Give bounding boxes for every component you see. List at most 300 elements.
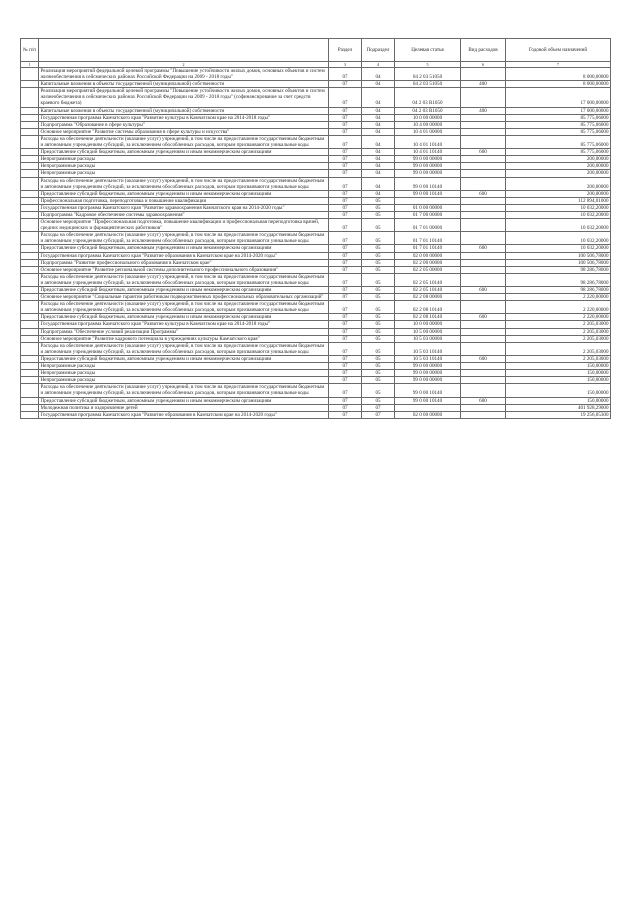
row-amount: 150,00000: [506, 363, 611, 370]
row-number: [21, 287, 39, 294]
row-expense-type: [461, 163, 506, 170]
row-name: Капитальные вложения в объекты государственной (муниципальной) собственности: [39, 107, 329, 114]
table-row: [21, 301, 611, 314]
row-razdel: 07: [329, 328, 362, 335]
row-amount: 8 000,00000: [506, 81, 611, 88]
row-number: [21, 149, 39, 156]
row-amount: 10 032,20000: [506, 245, 611, 252]
row-expense-type: [461, 294, 506, 301]
row-razdel: 07: [329, 355, 362, 362]
row-razdel: 07: [329, 252, 362, 259]
table-row: [21, 287, 611, 294]
table-row: [21, 88, 611, 107]
row-name: Непрограммные расходы: [39, 163, 329, 170]
table-row: [21, 121, 611, 128]
table-row: [21, 149, 611, 156]
row-podrazdel: 05: [362, 342, 395, 355]
row-name: Расходы на обеспечение деятельности (оказание услуг) учреждений, в том числе на предоставление государственным бюджетным и автономным учреждениям субсидий, за исключением обособленных расходов, которым присваиваются уникальные коды: [39, 384, 329, 397]
row-number: [21, 273, 39, 286]
row-razdel: 07: [329, 273, 362, 286]
row-podrazdel: 04: [362, 114, 395, 121]
row-razdel: 07: [329, 384, 362, 397]
table-row: [21, 252, 611, 259]
table-row: [21, 232, 611, 245]
row-podrazdel: 04: [362, 68, 395, 81]
row-razdel: 07: [329, 335, 362, 342]
table-row: [21, 335, 611, 342]
row-expense-type: [461, 121, 506, 128]
table-row: [21, 363, 611, 370]
row-podrazdel: 04: [362, 81, 395, 88]
row-razdel: 07: [329, 314, 362, 321]
row-target-code: [395, 197, 461, 204]
row-number: [21, 170, 39, 177]
row-razdel: 07: [329, 114, 362, 121]
row-expense-type: [461, 219, 506, 232]
row-expense-type: 600: [461, 355, 506, 362]
table-row: [21, 342, 611, 355]
row-razdel: 07: [329, 149, 362, 156]
row-razdel: 07: [329, 68, 362, 81]
table-row: [21, 259, 611, 266]
row-name: Непрограммные расходы: [39, 363, 329, 370]
row-expense-type: [461, 321, 506, 328]
table-body: [21, 68, 611, 419]
column-number: 2: [39, 62, 329, 68]
row-amount: 2 205,03000: [506, 321, 611, 328]
row-amount: 2 205,03000: [506, 328, 611, 335]
row-target-code: 02 0 00 00000: [395, 411, 461, 418]
table-row: [21, 190, 611, 197]
row-razdel: 07: [329, 411, 362, 418]
row-razdel: 07: [329, 121, 362, 128]
row-expense-type: 400: [461, 107, 506, 114]
row-target-code: 99 0 00 10140: [395, 397, 461, 404]
row-expense-type: [461, 88, 506, 107]
table-header-row: [21, 39, 611, 62]
row-amount: 2 205,03000: [506, 335, 611, 342]
budget-table: [20, 38, 611, 419]
row-razdel: 07: [329, 287, 362, 294]
table-row: [21, 294, 611, 301]
column-number: 5: [395, 62, 461, 68]
row-number: [21, 335, 39, 342]
row-target-code: 10 5 03 00000: [395, 335, 461, 342]
row-name: Расходы на обеспечение деятельности (оказание услуг) учреждений, в том числе на предоставление государственным бюджетным и автономным учреждениям субсидий, за исключением обособленных расходов, которым присваиваются уникальные коды: [39, 232, 329, 245]
row-number: [21, 294, 39, 301]
row-number: [21, 266, 39, 273]
row-expense-type: [461, 328, 506, 335]
row-name: Непрограммные расходы: [39, 370, 329, 377]
table-row: [21, 370, 611, 377]
row-amount: 401 928,29000: [506, 404, 611, 411]
row-name: Подпрограмма "Обеспечение условий реализации Программы": [39, 328, 329, 335]
row-podrazdel: 07: [362, 411, 395, 418]
row-amount: 2 220,00000: [506, 294, 611, 301]
row-target-code: 04 2 03 R1050: [395, 88, 461, 107]
row-target-code: 10 5 00 00000: [395, 328, 461, 335]
row-target-code: 10 0 00 00000: [395, 321, 461, 328]
row-amount: 10 032,20000: [506, 204, 611, 211]
row-expense-type: [461, 197, 506, 204]
row-target-code: 02 2 08 10140: [395, 314, 461, 321]
row-podrazdel: 05: [362, 370, 395, 377]
row-name: Предоставление субсидий бюджетным, автономным учреждениям и иным некоммерческим организациям: [39, 245, 329, 252]
row-expense-type: [461, 204, 506, 211]
row-amount: 85 775,06000: [506, 149, 611, 156]
row-target-code: 02 2 05 00000: [395, 266, 461, 273]
row-podrazdel: 05: [362, 294, 395, 301]
row-number: [21, 314, 39, 321]
row-podrazdel: 04: [362, 163, 395, 170]
row-name: Подпрограмма "Развитие профессионального образования в Камчатском крае": [39, 259, 329, 266]
row-target-code: 10 4 00 00000: [395, 121, 461, 128]
row-number: [21, 81, 39, 88]
table-row: [21, 156, 611, 163]
table-row: [21, 355, 611, 362]
row-target-code: 04 2 03 51050: [395, 68, 461, 81]
row-razdel: 07: [329, 404, 362, 411]
row-podrazdel: 04: [362, 107, 395, 114]
row-expense-type: [461, 177, 506, 190]
row-podrazdel: 05: [362, 266, 395, 273]
row-target-code: 02 2 05 10140: [395, 287, 461, 294]
row-amount: 150,00000: [506, 384, 611, 397]
row-podrazdel: 05: [362, 397, 395, 404]
table-row: [21, 135, 611, 148]
row-podrazdel: 05: [362, 384, 395, 397]
row-expense-type: 600: [461, 314, 506, 321]
row-podrazdel: 05: [362, 232, 395, 245]
row-number: [21, 377, 39, 384]
row-expense-type: [461, 266, 506, 273]
row-number: [21, 219, 39, 232]
row-name: Расходы на обеспечение деятельности (оказание услуг) учреждений, в том числе на предоставление государственным бюджетным и автономным учреждениям субсидий, за исключением обособленных расходов, которым присваиваются уникальные коды: [39, 177, 329, 190]
row-amount: 10 032,20000: [506, 232, 611, 245]
row-number: [21, 114, 39, 121]
row-number: [21, 245, 39, 252]
row-podrazdel: 04: [362, 156, 395, 163]
table-row: [21, 204, 611, 211]
table-row: [21, 68, 611, 81]
table-row: [21, 273, 611, 286]
row-amount: 19 256,05300: [506, 411, 611, 418]
header-amount: Годовой объем назначений: [506, 39, 611, 62]
row-expense-type: [461, 259, 506, 266]
row-target-code: 99 0 00 00000: [395, 363, 461, 370]
row-razdel: 07: [329, 88, 362, 107]
row-podrazdel: 04: [362, 149, 395, 156]
row-amount: 200,00000: [506, 177, 611, 190]
row-amount: 98 286,78000: [506, 266, 611, 273]
row-amount: 112 894,01000: [506, 197, 611, 204]
row-number: [21, 370, 39, 377]
row-podrazdel: 05: [362, 363, 395, 370]
row-number: [21, 156, 39, 163]
row-name: Основное мероприятие "Развитие системы образования в сфере культуры и искусства": [39, 128, 329, 135]
column-number: 1: [21, 62, 39, 68]
row-expense-type: 600: [461, 190, 506, 197]
table-row: [21, 107, 611, 114]
row-razdel: 07: [329, 370, 362, 377]
row-number: [21, 342, 39, 355]
row-name: Основное мероприятие "Развитие кадрового потенциала в учреждениях культуры Камчатского края": [39, 335, 329, 342]
row-target-code: [395, 404, 461, 411]
row-name: Предоставление субсидий бюджетным, автономным учреждениям и иным некоммерческим организациям: [39, 149, 329, 156]
row-podrazdel: 04: [362, 121, 395, 128]
row-number: [21, 88, 39, 107]
row-amount: 150,00000: [506, 377, 611, 384]
row-razdel: 07: [329, 397, 362, 404]
row-expense-type: [461, 68, 506, 81]
row-razdel: 07: [329, 245, 362, 252]
row-expense-type: [461, 342, 506, 355]
row-amount: 200,00000: [506, 170, 611, 177]
row-expense-type: [461, 301, 506, 314]
row-expense-type: [461, 156, 506, 163]
row-name: Основное мероприятие "Профессиональная подготовка, повышение квалификации и профессиональная переподготовка врачей, средних медицинских и фармацевтических работников": [39, 219, 329, 232]
table-row: [21, 404, 611, 411]
row-razdel: 07: [329, 163, 362, 170]
row-podrazdel: 05: [362, 355, 395, 362]
row-target-code: 02 2 08 00000: [395, 294, 461, 301]
table-row: [21, 163, 611, 170]
row-name: Реализация мероприятий федеральной целевой программы "Повышение устойчивости жилых домов, основных объектов и систем жизнеобеспечения в сейсмических районах Российской Федерации на 2009 - 2018 годы": [39, 68, 329, 81]
row-number: [21, 321, 39, 328]
row-expense-type: [461, 404, 506, 411]
row-target-code: 04 2 03 51050: [395, 81, 461, 88]
row-name: Предоставление субсидий бюджетным, автономным учреждениям и иным некоммерческим организациям: [39, 355, 329, 362]
row-number: [21, 68, 39, 81]
row-target-code: 01 7 00 00000: [395, 211, 461, 218]
row-razdel: 07: [329, 259, 362, 266]
row-name: Подпрограмма "Образование в сфере культуры": [39, 121, 329, 128]
row-target-code: 99 0 00 10140: [395, 177, 461, 190]
row-expense-type: 600: [461, 245, 506, 252]
row-razdel: 07: [329, 219, 362, 232]
row-target-code: 01 7 01 10140: [395, 245, 461, 252]
row-podrazdel: 05: [362, 335, 395, 342]
row-podrazdel: 04: [362, 135, 395, 148]
row-amount: 10 032,20000: [506, 219, 611, 232]
row-razdel: 07: [329, 170, 362, 177]
row-expense-type: [461, 114, 506, 121]
row-number: [21, 259, 39, 266]
row-target-code: 99 0 00 00000: [395, 170, 461, 177]
table-row: [21, 328, 611, 335]
row-number: [21, 135, 39, 148]
row-number: [21, 204, 39, 211]
table-row: [21, 170, 611, 177]
row-number: [21, 384, 39, 397]
row-razdel: 07: [329, 211, 362, 218]
column-number: 6: [461, 62, 506, 68]
row-name: Капитальные вложения в объекты государственной (муниципальной) собственности: [39, 81, 329, 88]
row-name: Основное мероприятие "Развитие региональной системы дополнительного профессионального образования": [39, 266, 329, 273]
row-target-code: 99 0 00 00000: [395, 163, 461, 170]
row-razdel: 07: [329, 128, 362, 135]
row-podrazdel: 04: [362, 88, 395, 107]
table-row: [21, 219, 611, 232]
row-expense-type: [461, 377, 506, 384]
row-name: Предоставление субсидий бюджетным, автономным учреждениям и иным некоммерческим организациям: [39, 287, 329, 294]
row-name: Государственная программа Камчатского края "Развитие культуры в Камчатском крае на 2014-2018 годы": [39, 114, 329, 121]
row-name: Предоставление субсидий бюджетным, автономным учреждениям и иным некоммерческим организациям: [39, 190, 329, 197]
row-target-code: 01 7 01 10140: [395, 232, 461, 245]
header-podrazdel: Подраздел: [362, 39, 395, 62]
row-expense-type: [461, 335, 506, 342]
row-podrazdel: 04: [362, 190, 395, 197]
table-row: [21, 314, 611, 321]
row-expense-type: 600: [461, 287, 506, 294]
header-type: Вид расходов: [461, 39, 506, 62]
row-razdel: 07: [329, 81, 362, 88]
row-expense-type: [461, 384, 506, 397]
row-podrazdel: 05: [362, 328, 395, 335]
row-name: Предоставление субсидий бюджетным, автономным учреждениям и иным некоммерческим организациям: [39, 314, 329, 321]
table-row: [21, 81, 611, 88]
row-number: [21, 121, 39, 128]
row-expense-type: [461, 273, 506, 286]
row-amount: 98 286,78000: [506, 287, 611, 294]
column-number: 3: [329, 62, 362, 68]
row-expense-type: [461, 411, 506, 418]
row-amount: 2 205,03000: [506, 355, 611, 362]
row-number: [21, 232, 39, 245]
row-razdel: 07: [329, 107, 362, 114]
row-razdel: 07: [329, 197, 362, 204]
row-number: [21, 211, 39, 218]
row-number: [21, 163, 39, 170]
row-number: [21, 252, 39, 259]
table-row: [21, 411, 611, 418]
table-row: [21, 377, 611, 384]
table-row: [21, 266, 611, 273]
row-target-code: 99 0 00 00000: [395, 156, 461, 163]
row-podrazdel: 05: [362, 211, 395, 218]
row-number: [21, 328, 39, 335]
header-razdel: Раздел: [329, 39, 362, 62]
row-amount: 10 032,20000: [506, 211, 611, 218]
row-name: Расходы на обеспечение деятельности (оказание услуг) учреждений, в том числе на предоставление государственным бюджетным и автономным учреждениям субсидий, за исключением обособленных расходов, которым присваиваются уникальные коды: [39, 342, 329, 355]
row-name: Расходы на обеспечение деятельности (оказание услуг) учреждений, в том числе на предоставление государственным бюджетным и автономным учреждениям субсидий, за исключением обособленных расходов, которым присваиваются уникальные коды: [39, 301, 329, 314]
row-number: [21, 128, 39, 135]
header-num: № п/п: [21, 39, 39, 62]
row-name: Непрограммные расходы: [39, 377, 329, 384]
row-number: [21, 411, 39, 418]
table-row: [21, 384, 611, 397]
row-podrazdel: 04: [362, 128, 395, 135]
row-razdel: 07: [329, 321, 362, 328]
row-target-code: 99 0 00 00000: [395, 377, 461, 384]
row-name: Непрограммные расходы: [39, 156, 329, 163]
row-podrazdel: 04: [362, 177, 395, 190]
row-podrazdel: 05: [362, 301, 395, 314]
row-target-code: 10 4 01 00000: [395, 128, 461, 135]
row-target-code: 10 5 03 10140: [395, 355, 461, 362]
row-razdel: 07: [329, 301, 362, 314]
row-amount: 200,00000: [506, 190, 611, 197]
row-podrazdel: 05: [362, 259, 395, 266]
row-amount: 150,00000: [506, 397, 611, 404]
row-razdel: 07: [329, 342, 362, 355]
row-razdel: 07: [329, 204, 362, 211]
row-target-code: 99 0 00 10140: [395, 190, 461, 197]
table-row: [21, 211, 611, 218]
row-razdel: 07: [329, 377, 362, 384]
row-amount: 17 000,00000: [506, 88, 611, 107]
row-podrazdel: 05: [362, 287, 395, 294]
row-podrazdel: 05: [362, 273, 395, 286]
row-target-code: 10 4 01 10140: [395, 149, 461, 156]
row-expense-type: [461, 232, 506, 245]
row-number: [21, 397, 39, 404]
row-amount: 98 286,78000: [506, 273, 611, 286]
row-expense-type: [461, 135, 506, 148]
row-podrazdel: 04: [362, 170, 395, 177]
row-target-code: 02 0 00 00000: [395, 252, 461, 259]
row-amount: 200,00000: [506, 156, 611, 163]
table-row: [21, 397, 611, 404]
row-amount: 85 775,06000: [506, 121, 611, 128]
row-number: [21, 177, 39, 190]
row-target-code: 02 2 08 10140: [395, 301, 461, 314]
row-expense-type: [461, 211, 506, 218]
table-row: [21, 114, 611, 121]
row-amount: 85 775,06000: [506, 135, 611, 148]
row-razdel: 07: [329, 190, 362, 197]
row-name: Молодежная политика и оздоровление детей: [39, 404, 329, 411]
row-number: [21, 197, 39, 204]
row-target-code: 01 0 00 00000: [395, 204, 461, 211]
table-row: [21, 245, 611, 252]
row-amount: 85 775,06000: [506, 114, 611, 121]
row-target-code: 10 4 01 10140: [395, 135, 461, 148]
row-target-code: 10 0 00 00000: [395, 114, 461, 121]
row-name: Подпрограмма "Кадровое обеспечение системы здравоохранения": [39, 211, 329, 218]
row-name: Предоставление субсидий бюджетным, автономным учреждениям и иным некоммерческим организациям: [39, 397, 329, 404]
row-target-code: 02 2 00 00000: [395, 259, 461, 266]
row-target-code: 99 0 00 10140: [395, 384, 461, 397]
column-number: 7: [506, 62, 611, 68]
row-podrazdel: 07: [362, 404, 395, 411]
row-name: Основное мероприятие "Социальные гарантии работникам подведомственных профессиональных образовательных организаций": [39, 294, 329, 301]
row-amount: 100 506,78000: [506, 252, 611, 259]
row-name: Реализация мероприятий федеральной целевой программы "Повышение устойчивости жилых домов, основных объектов и систем жизнеобеспечения в сейсмических районах Российской Федерации на 2009 - 2018 годы" (софинансирование за счет средств краевого бюджета): [39, 88, 329, 107]
row-number: [21, 355, 39, 362]
row-amount: 17 000,00000: [506, 107, 611, 114]
row-number: [21, 190, 39, 197]
row-name: Расходы на обеспечение деятельности (оказание услуг) учреждений, в том числе на предоставление государственным бюджетным и автономным учреждениям субсидий, за исключением обособленных расходов, которым присваиваются уникальные коды: [39, 135, 329, 148]
row-amount: 2 220,00000: [506, 314, 611, 321]
table-row: [21, 197, 611, 204]
row-razdel: 07: [329, 266, 362, 273]
row-podrazdel: 05: [362, 314, 395, 321]
row-number: [21, 301, 39, 314]
row-razdel: 07: [329, 232, 362, 245]
row-target-code: 10 5 03 10140: [395, 342, 461, 355]
row-podrazdel: 05: [362, 219, 395, 232]
row-target-code: 99 0 00 00000: [395, 370, 461, 377]
row-name: Государственная программа Камчатского края "Развитие здравоохранения Камчатского края на 2014-2020 годы": [39, 204, 329, 211]
row-podrazdel: 05: [362, 252, 395, 259]
row-amount: 2 205,03000: [506, 342, 611, 355]
row-podrazdel: 05: [362, 321, 395, 328]
row-target-code: 04 2 03 R1050: [395, 107, 461, 114]
row-target-code: 02 2 05 10140: [395, 273, 461, 286]
row-expense-type: 400: [461, 81, 506, 88]
row-podrazdel: 05: [362, 204, 395, 211]
